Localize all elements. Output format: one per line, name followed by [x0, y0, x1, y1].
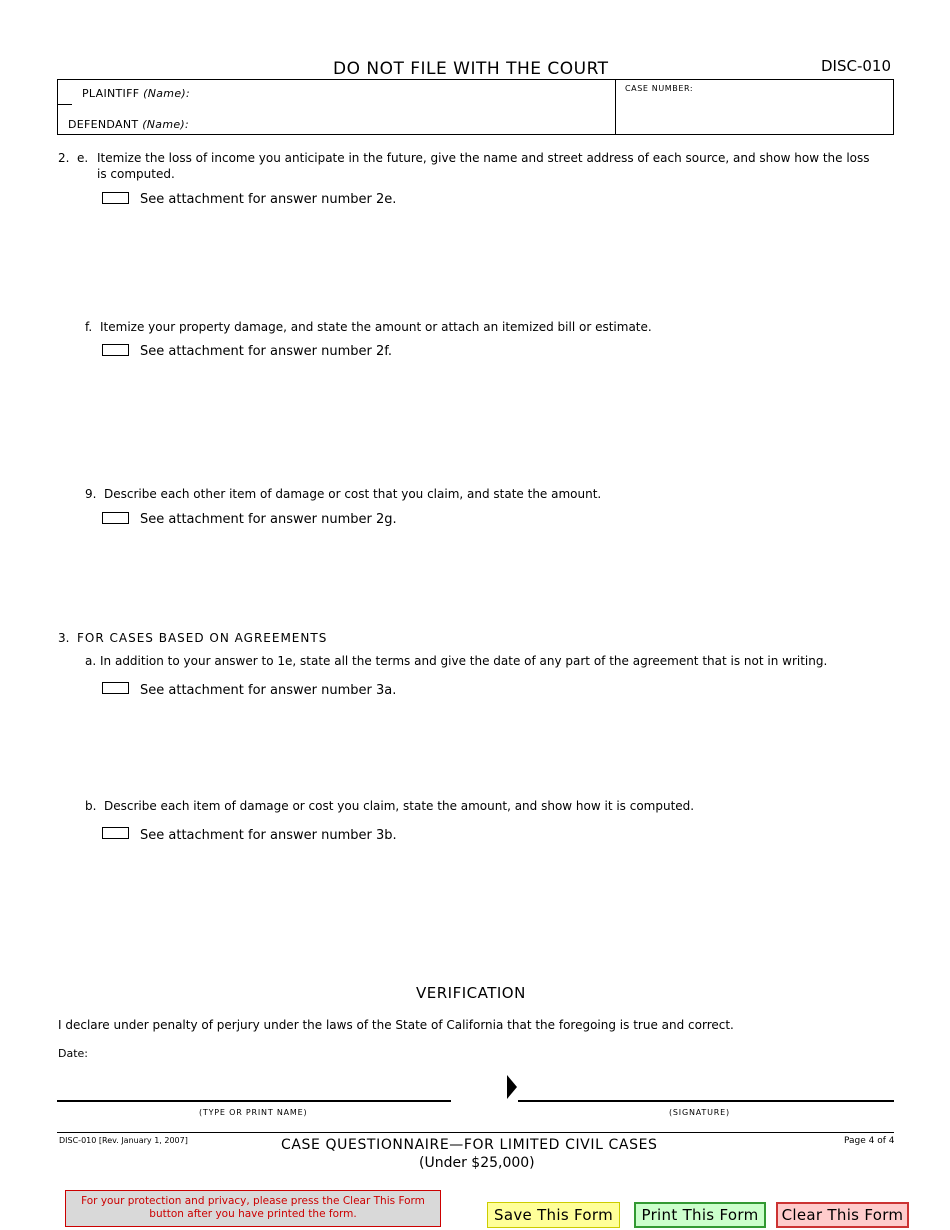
- q2e-text-line1: Itemize the loss of income you anticipate in the future, give the name and street address of each source, and show how the loss: [97, 151, 870, 165]
- footer-subtitle: (Under $25,000): [419, 1155, 535, 1171]
- q2e-answer-area[interactable]: [97, 212, 892, 312]
- footer-divider: [57, 1132, 894, 1133]
- q2f-attachment-checkbox[interactable]: [102, 344, 129, 356]
- print-name-line: [57, 1100, 451, 1102]
- verification-statement: I declare under penalty of perjury under the laws of the State of California that the foregoing is true and correct.: [58, 1018, 734, 1032]
- q3b-text: Describe each item of damage or cost you claim, state the amount, and show how it is computed.: [104, 799, 695, 813]
- privacy-notice: [65, 1190, 441, 1227]
- q2e-number: 2.: [58, 151, 70, 165]
- q2f-answer-area[interactable]: [97, 364, 892, 479]
- q3b-letter: b.: [85, 799, 97, 813]
- caption-box: [57, 79, 894, 135]
- caption-divider: [615, 80, 616, 135]
- q2g-answer-area[interactable]: [97, 532, 892, 627]
- footer-title: CASE QUESTIONNAIRE—FOR LIMITED CIVIL CASES: [281, 1137, 658, 1153]
- q2g-letter: 9.: [85, 487, 97, 501]
- signature-line: [518, 1100, 894, 1102]
- signature-caption: (SIGNATURE): [669, 1108, 730, 1117]
- plaintiff-label: PLAINTIFF: [82, 87, 140, 100]
- case-number-label: CASE NUMBER:: [625, 84, 694, 93]
- date-field[interactable]: [92, 1043, 292, 1063]
- defendant-name-field[interactable]: [198, 112, 608, 132]
- footer-page-number: Page 4 of 4: [844, 1136, 895, 1146]
- form-code: DISC-010: [821, 57, 892, 75]
- q2e-letter: e.: [77, 151, 89, 165]
- q2g-text: Describe each other item of damage or cost that you claim, and state the amount.: [104, 487, 602, 501]
- q3-heading: FOR CASES BASED ON AGREEMENTS: [77, 631, 328, 645]
- plaintiff-label-row: [82, 87, 190, 100]
- privacy-notice-line1: For your protection and privacy, please press the Clear This Form: [81, 1195, 425, 1207]
- clear-form-button[interactable]: Clear This Form: [776, 1202, 909, 1228]
- q3a-attachment-label: See attachment for answer number 3a.: [140, 683, 397, 698]
- q2e-attachment-checkbox[interactable]: [102, 192, 129, 204]
- defendant-name-hint: (Name):: [142, 118, 190, 131]
- save-form-button[interactable]: Save This Form: [487, 1202, 620, 1228]
- footer-form-rev: DISC-010 [Rev. January 1, 2007]: [59, 1136, 188, 1145]
- signature-field[interactable]: [518, 1078, 894, 1100]
- q2e-text-line2: is computed.: [97, 167, 175, 181]
- q2e-attachment-label: See attachment for answer number 2e.: [140, 192, 397, 207]
- defendant-label-row: [68, 118, 189, 131]
- q3a-text: In addition to your answer to 1e, state all the terms and give the date of any part of the agreement that is not in writing.: [100, 654, 828, 668]
- q3a-letter: a.: [85, 654, 97, 668]
- q3b-attachment-checkbox[interactable]: [102, 827, 129, 839]
- q3-number: 3.: [58, 631, 70, 645]
- q3a-attachment-checkbox[interactable]: [102, 682, 129, 694]
- signature-arrow-icon: [507, 1075, 517, 1099]
- print-form-button[interactable]: Print This Form: [634, 1202, 766, 1228]
- q2f-letter: f.: [85, 320, 93, 334]
- plaintiff-mark: [58, 104, 72, 105]
- q2g-attachment-checkbox[interactable]: [102, 512, 129, 524]
- privacy-notice-line2: button after you have printed the form.: [149, 1208, 357, 1220]
- q2f-attachment-label: See attachment for answer number 2f.: [140, 344, 393, 359]
- q3b-answer-area[interactable]: [97, 848, 892, 973]
- q2g-attachment-label: See attachment for answer number 2g.: [140, 512, 397, 527]
- defendant-label: DEFENDANT: [68, 118, 139, 131]
- print-name-field[interactable]: [57, 1078, 451, 1100]
- q3b-attachment-label: See attachment for answer number 3b.: [140, 828, 397, 843]
- q3a-answer-area[interactable]: [97, 703, 892, 793]
- case-number-field[interactable]: [620, 94, 888, 130]
- q2f-text: Itemize your property damage, and state the amount or attach an itemized bill or estimate.: [100, 320, 652, 334]
- plaintiff-name-hint: (Name):: [143, 87, 190, 100]
- date-label: Date:: [58, 1047, 88, 1060]
- page-title: DO NOT FILE WITH THE COURT: [333, 59, 609, 79]
- print-name-caption: (TYPE OR PRINT NAME): [199, 1108, 308, 1117]
- plaintiff-name-field[interactable]: [198, 83, 608, 103]
- verification-title: VERIFICATION: [416, 984, 526, 1002]
